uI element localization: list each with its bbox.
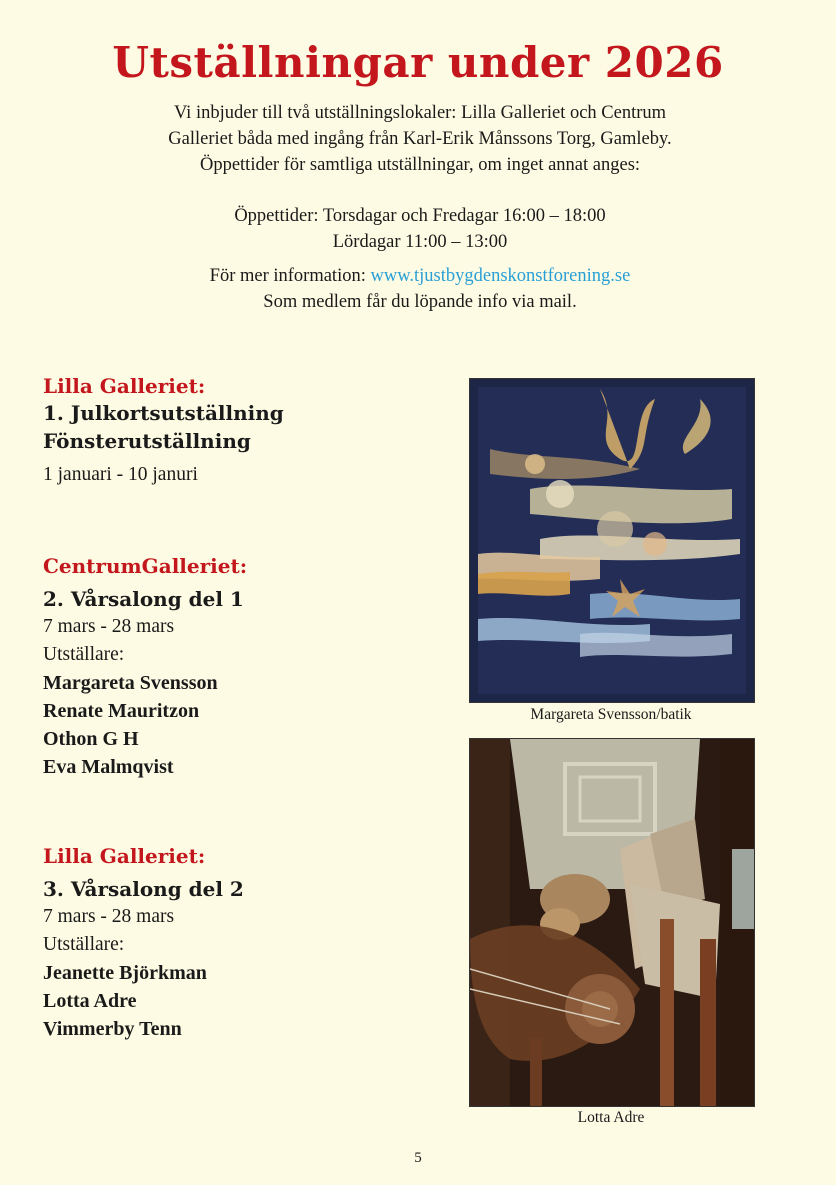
exhibitor-name: Lotta Adre (43, 990, 137, 1012)
event-dates: 7 mars - 28 mars (43, 616, 175, 637)
exhibition-section (43, 373, 443, 489)
exhibitor-name: Margareta Svensson (43, 672, 218, 694)
intro-text (100, 100, 740, 315)
exhibitors-label: Utställare: (43, 934, 125, 955)
venue-heading: Lilla Galleriet: (43, 374, 206, 398)
intro-line: Öppettider för samtliga utställningar, om inget annat anges: (199, 155, 641, 175)
event-dates: 1 januari - 10 januri (43, 464, 198, 485)
page-number: 5 (414, 1150, 422, 1166)
member-note: Som medlem får du löpande info via mail. (263, 292, 577, 312)
event-dates: 7 mars - 28 mars (43, 906, 175, 927)
exhibitor-name: Jeanette Björkman (43, 962, 207, 984)
venue-heading: CentrumGalleriet: (43, 554, 248, 578)
page-title: Utställningar under 2026 (112, 38, 724, 87)
intro-line: Galleriet båda med ingång från Karl-Erik Månssons Torg, Gamleby. (168, 129, 672, 149)
exhibition-section (43, 553, 443, 781)
website-link[interactable]: www.tjustbygdenskonstforening.se (370, 266, 631, 286)
exhibitor-name: Renate Mauritzon (43, 700, 200, 722)
exhibitors-label: Utställare: (43, 644, 125, 665)
exhibitor-name: Vimmerby Tenn (43, 1018, 182, 1040)
intro-line: Vi inbjuder till två utställningslokaler: Lilla Galleriet och Centrum (173, 103, 667, 123)
event-title: 2. Vårsalong del 1 (43, 587, 244, 611)
event-title: 3. Vårsalong del 2 (43, 877, 244, 901)
event-title: 1. Julkortsutställning (43, 401, 284, 425)
event-title: Fönsterutställning (43, 429, 251, 453)
info-prefix: För mer information: (209, 266, 371, 286)
batik-artwork-image (469, 378, 755, 703)
exhibitor-name: Othon G H (43, 728, 139, 750)
image-caption: Margareta Svensson/batik (530, 706, 692, 723)
opening-hours-saturday: Lördagar 11:00 – 13:00 (332, 232, 508, 252)
image-caption: Lotta Adre (577, 1109, 645, 1126)
spinning-wheel-image (469, 738, 755, 1107)
opening-hours: Öppettider: Torsdagar och Fredagar 16:00 – 18:00 (234, 206, 606, 226)
venue-heading: Lilla Galleriet: (43, 844, 206, 868)
exhibition-section (43, 843, 443, 1043)
exhibitor-name: Eva Malmqvist (43, 756, 174, 778)
